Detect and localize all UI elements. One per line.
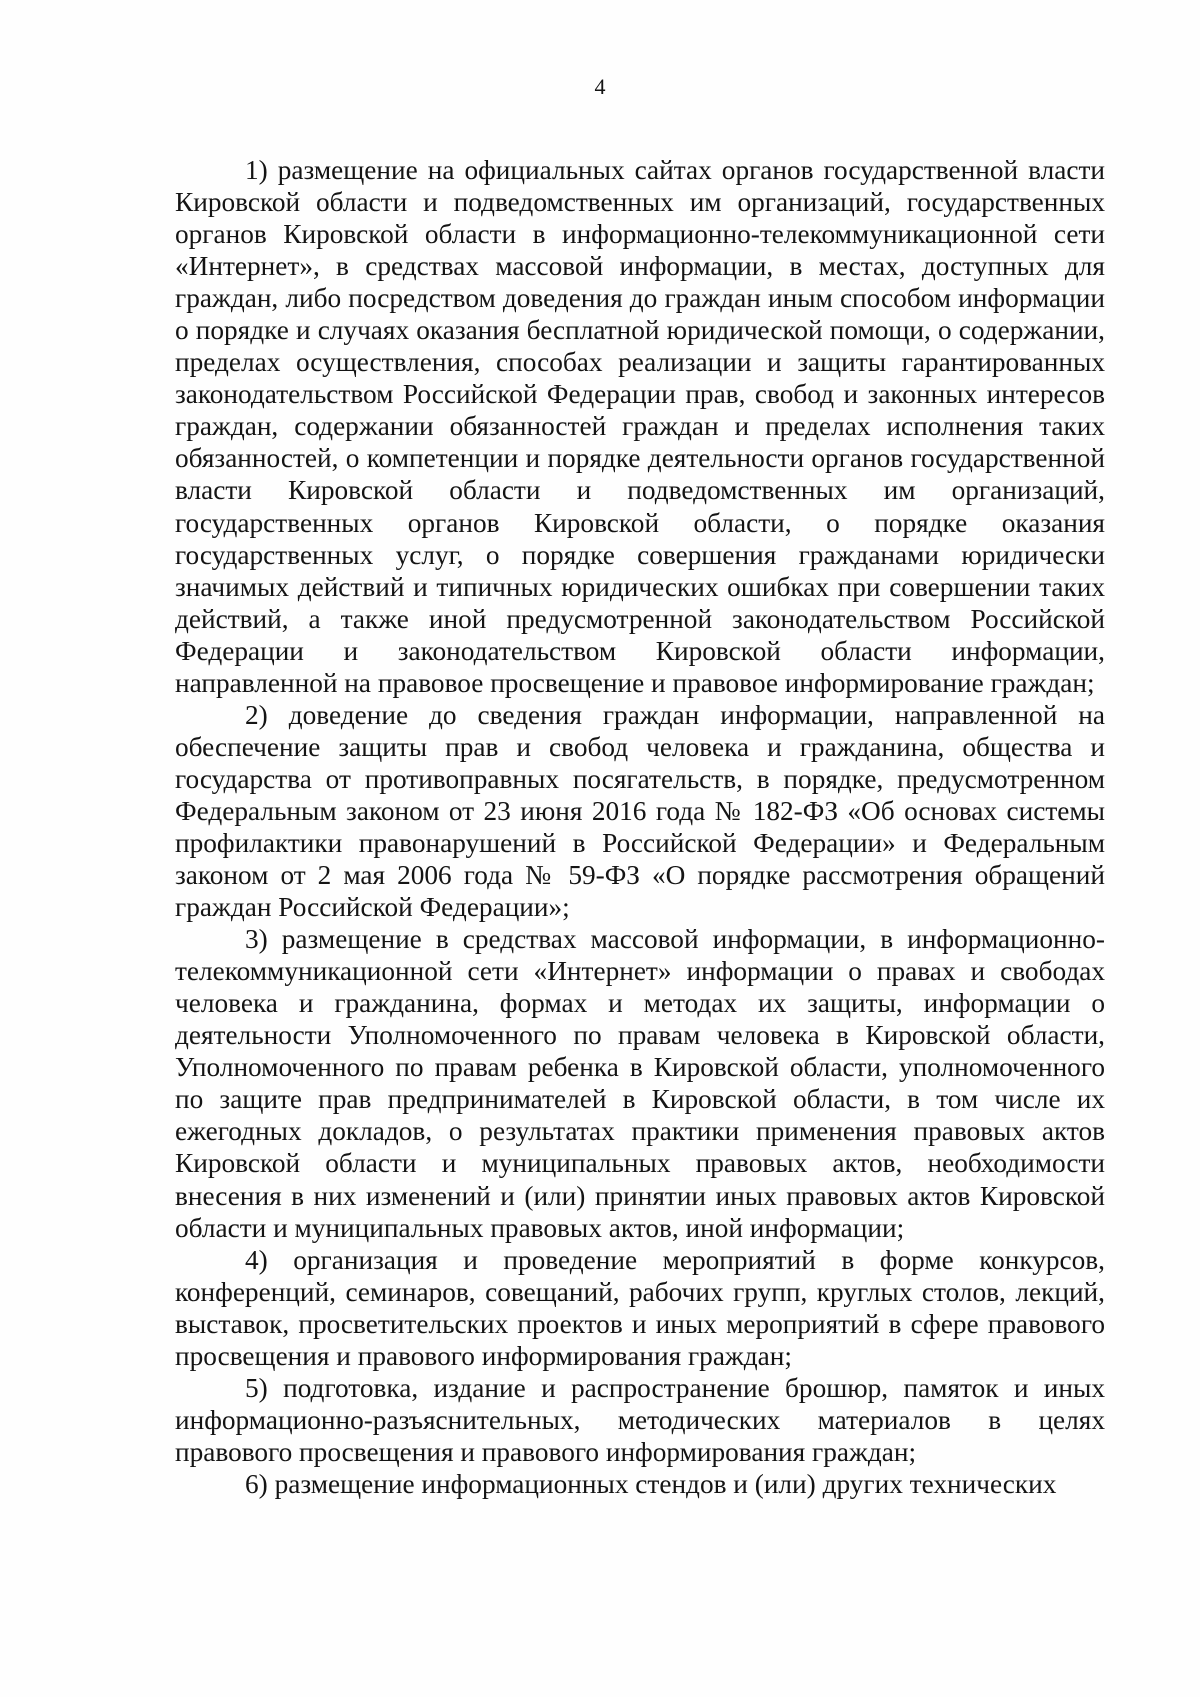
document-body — [175, 154, 1105, 1500]
paragraph-item-6: 6) размещение информационных стендов и (или) других технических — [245, 1468, 1057, 1499]
paragraph-item-3: 3) размещение в средствах массовой информации, в информационно-телекоммуникационной сети «Интернет» информации о правах и свободах человека и гражданина, формах и методах их защиты, информации о деятельности Уполномоченного по правам человека в Кировской области, Уполномоченного по правам ребенка в Кировской области, уполномоченного по защите прав предпринимателей в Кировской области, в том числе их ежегодных докладов, о результатах практики применения правовых актов Кировской области и муниципальных правовых актов, необходимости внесения в них изменений и (или) принятии иных правовых актов Кировской области и муниципальных правовых актов, иной информации; — [175, 924, 1105, 1243]
paragraph-item-2: 2) доведение до сведения граждан информации, направленной на обеспечение защиты прав и свобод человека и гражданина, общества и государства от противоправных посягательств, в порядке, предусмотренном Федеральным законом от 23 июня 2016 года № 182-ФЗ «Об основах системы профилактики правонарушений в Российской Федерации» и Федеральным законом от 2 мая 2006 года № 59-ФЗ «О порядке рассмотрения обращений граждан Российской Федерации»; — [175, 699, 1105, 923]
paragraph-item-4: 4) организация и проведение мероприятий в форме конкурсов, конференций, семинаров, совещаний, рабочих групп, круглых столов, лекций, выставок, просветительских проектов и иных мероприятий в сфере правового просвещения и правового информирования граждан; — [175, 1244, 1105, 1371]
paragraph-item-5: 5) подготовка, издание и распространение брошюр, памяток и иных информационно-разъяснительных, методических материалов в целях правового просвещения и правового информирования граждан; — [175, 1372, 1105, 1467]
page-number: 4 — [594, 74, 606, 99]
paragraph-item-1: 1) размещение на официальных сайтах органов государственной власти Кировской области и подведомственных им организаций, государственных органов Кировской области в информационно-телекоммуникационной сети «Интернет», в средствах массовой информации, в местах, доступных для граждан, либо посредством доведения до граждан иным способом информации о порядке и случаях оказания бесплатной юридической помощи, о содержании, пределах осуществления, способах реализации и защиты гарантированных законодательством Российской Федерации прав, свобод и законных интересов граждан, содержании обязанностей граждан и пределах исполнения таких обязанностей, о компетенции и порядке деятельности органов государственной власти Кировской области и подведомственных им организаций, государственных органов Кировской области, о порядке оказания государственных услуг, о порядке совершения гражданами юридически значимых действий и типичных юридических ошибках при совершении таких действий, а также иной предусмотренной законодательством Российской Федерации и законодательством Кировской области информации, направленной на правовое просвещение и правовое информирование граждан; — [175, 155, 1105, 698]
